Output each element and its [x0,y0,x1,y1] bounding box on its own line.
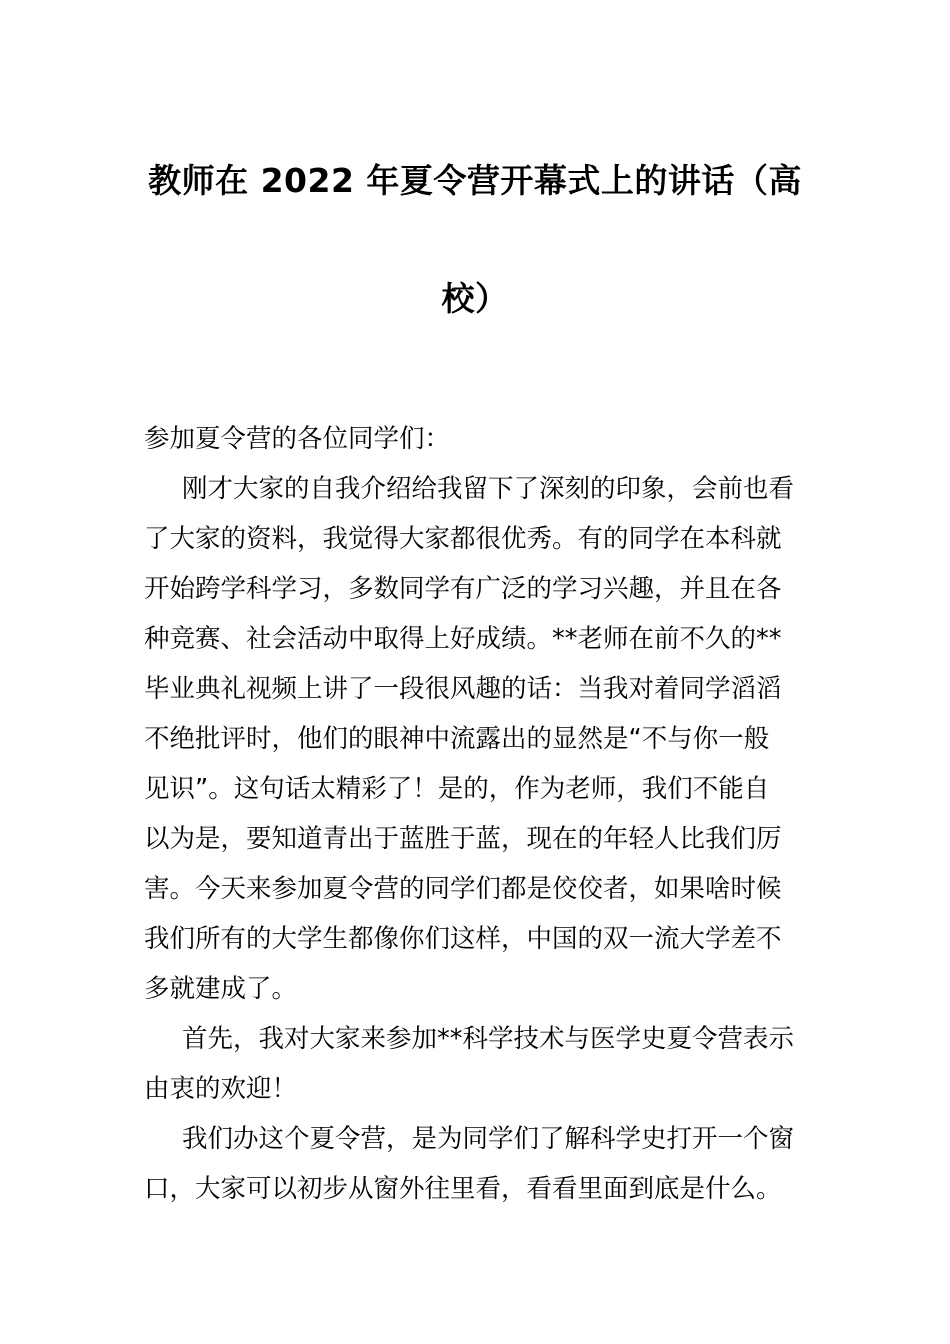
paragraph-line: 了大家的资料，我觉得大家都很优秀。有的同学在本科就 [144,524,782,554]
paragraph-line: 以为是，要知道青出于蓝胜于蓝，现在的年轻人比我们厉 [144,824,782,854]
paragraph-3 [144,1114,814,1214]
paragraph-line: 开始跨学科学习，多数同学有广泛的学习兴趣，并且在各 [144,574,782,604]
paragraph-line: 害。今天来参加夏令营的同学们都是佼佼者，如果啥时候 [144,874,782,904]
paragraph-line: 我们办这个夏令营，是为同学们了解科学史打开一个窗 [182,1124,795,1154]
paragraph-1 [144,464,814,1014]
paragraph-line: 种竞赛、社会活动中取得上好成绩。**老师在前不久的** [144,624,782,654]
paragraph-line: 刚才大家的自我介绍给我留下了深刻的印象，会前也看 [182,474,795,504]
document-title-line-2: 校） [441,279,509,318]
salutation: 参加夏令营的各位同学们： [144,424,451,454]
paragraph-line: 不绝批评时，他们的眼神中流露出的显然是“不与你一般 [144,724,770,754]
paragraph-line: 首先，我对大家来参加**科学技术与医学史夏令营表示 [182,1024,795,1054]
paragraph-2 [144,1014,814,1114]
paragraph-line: 见识”。这句话太精彩了！是的，作为老师，我们不能自 [144,774,770,804]
paragraph-line: 多就建成了。 [144,974,298,1004]
paragraph-line: 毕业典礼视频上讲了一段很风趣的话：当我对着同学滔滔 [144,674,782,704]
document-body [144,414,814,1214]
paragraph-line: 我们所有的大学生都像你们这样，中国的双一流大学差不 [144,924,782,954]
paragraph-line: 由衷的欢迎！ [144,1074,298,1104]
paragraph-line: 口，大家可以初步从窗外往里看，看看里面到底是什么。 [144,1174,782,1204]
document-title-line-1: 教师在 2022 年夏令营开幕式上的讲话（高 [148,161,802,200]
